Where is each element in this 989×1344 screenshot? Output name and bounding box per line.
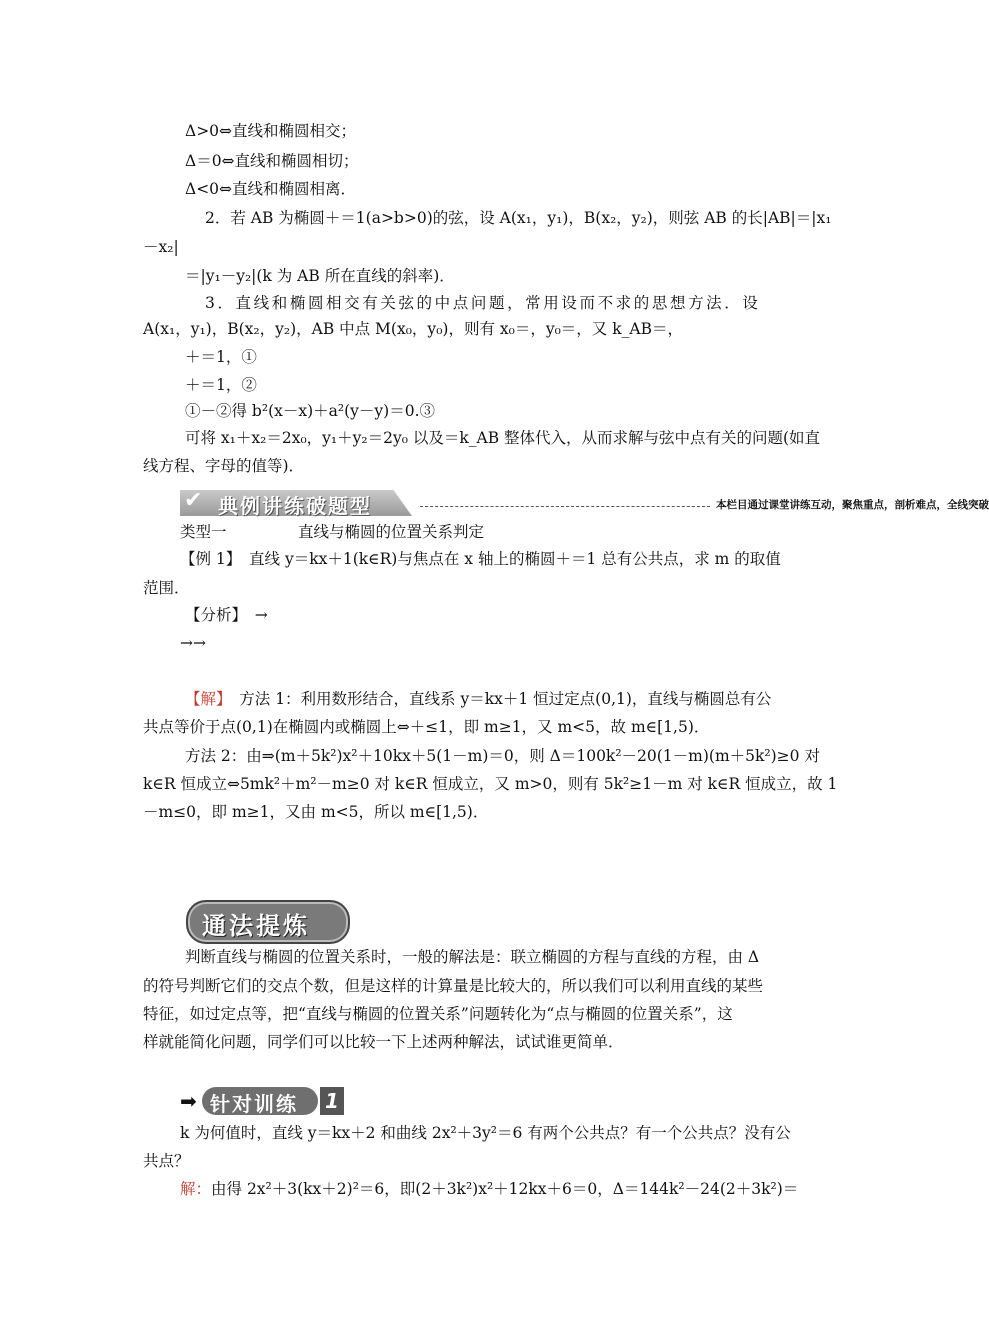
- type-label: 类型一: [180, 523, 227, 541]
- text-line: ＋＝1，①: [185, 348, 257, 366]
- training-label: 针对训练: [210, 1092, 298, 1116]
- text-line: 方法 2：由⇒(m＋5k²)x²＋10kx＋5(1－m)＝0，则 Δ＝100k²－20(1－m)(m＋5k²)≥0 对: [185, 747, 820, 765]
- section-banner: [180, 488, 989, 518]
- text-line: 判断直线与椭圆的位置关系时，一般的解法是：联立椭圆的方程与直线的方程，由 Δ: [185, 948, 760, 966]
- text-line: ①－②得 b²(x－x)＋a²(y－y)＝0.③: [185, 402, 435, 420]
- solution-label: 解：: [180, 1180, 212, 1198]
- text-line: 的符号判断它们的交点个数，但是这样的计算量是比较大的，所以我们可以利用直线的某些: [143, 977, 764, 995]
- training-number: 1: [320, 1087, 344, 1115]
- check-icon: ✔: [184, 488, 203, 513]
- solution-text: 由得 2x²＋3(kx＋2)²＝6，即(2＋3k²)x²＋12kx＋6＝0，Δ＝144k²－24(2＋3k²)＝: [211, 1180, 799, 1198]
- text-line: 2．若 AB 为椭圆＋＝1(a>b>0)的弦，设 A(x₁，y₁)，B(x₂，y₂)，则弦 AB 的长|AB|＝|x₁: [205, 209, 832, 227]
- text-line: ＋＝1，②: [185, 376, 257, 394]
- banner-note: 本栏目通过课堂讲练互动，聚焦重点，剖析难点，全线突破: [716, 499, 989, 511]
- solution-line: [180, 1178, 798, 1200]
- text-line: －x₂|: [143, 238, 179, 256]
- text-line: 特征，如过定点等，把“直线与椭圆的位置关系”问题转化为“点与椭圆的位置关系”，这: [143, 1005, 733, 1023]
- text-line: 样就能简化问题，同学们可以比较一下上述两种解法，试试谁更简单．: [143, 1033, 624, 1051]
- method-heading-badge: [186, 900, 350, 944]
- type-title: 直线与椭圆的位置关系判定: [298, 523, 485, 541]
- solution-label: 【解】: [185, 690, 224, 708]
- example-line: 【例 1】 直线 y＝kx＋1(k∈R)与焦点在 x 轴上的椭圆＋＝1 总有公共点，求 m 的取值: [180, 550, 781, 568]
- training-label-box: [202, 1087, 318, 1115]
- text-line: A(x₁，y₁)，B(x₂，y₂)，AB 中点 M(x₀，y₀)，则有 x₀＝，y₀＝，又 k_AB＝，: [143, 320, 683, 338]
- text-line: Δ<0⇔直线和椭圆相离．: [185, 180, 357, 198]
- banner-title: 典例讲练破题型: [218, 494, 372, 518]
- text-line: Δ>0⇔直线和椭圆相交；: [185, 122, 357, 140]
- text-line: k 为何值时，直线 y＝kx＋2 和曲线 2x²＋3y²＝6 有两个公共点？有一个公共点？没有公: [180, 1124, 791, 1142]
- solution-text: 方法 1：利用数形结合，直线系 y＝kx＋1 恒过定点(0,1)，直线与椭圆总有公: [223, 690, 772, 708]
- banner-divider: [420, 506, 710, 507]
- text-line: 范围．: [143, 579, 190, 597]
- method-heading: 通法提炼: [202, 912, 310, 940]
- text-line: →→: [180, 634, 206, 652]
- text-line: Δ＝0⇔直线和椭圆相切；: [185, 152, 359, 170]
- text-line: 共点？: [143, 1152, 190, 1170]
- text-line: k∈R 恒成立⇔5mk²＋m²－m≥0 对 k∈R 恒成立，又 m>0，则有 5k²≥1－m 对 k∈R 恒成立，故 1: [143, 775, 838, 793]
- text-line: －m≤0，即 m≥1，又由 m<5，所以 m∈[1,5)．: [143, 803, 489, 821]
- text-line: 3．直线和椭圆相交有关弦的中点问题，常用设而不求的思想方法．设: [205, 294, 761, 312]
- analysis-line: 【分析】 →: [185, 606, 268, 624]
- text-line: 线方程、字母的值等)．: [143, 457, 305, 475]
- text-line: 可将 x₁＋x₂＝2x₀，y₁＋y₂＝2y₀ 以及＝k_AB 整体代入，从而求解与弦中点有关的问题(如直: [185, 429, 821, 447]
- solution-line: [185, 688, 771, 710]
- arrow-icon: ➡: [180, 1089, 197, 1113]
- text-line: ＝|y₁－y₂|(k 为 AB 所在直线的斜率)．: [185, 267, 455, 285]
- text-line: 共点等价于点(0,1)在椭圆内或椭圆上⇔＋≤1，即 m≥1，又 m<5，故 m∈[1,5)．: [143, 718, 710, 736]
